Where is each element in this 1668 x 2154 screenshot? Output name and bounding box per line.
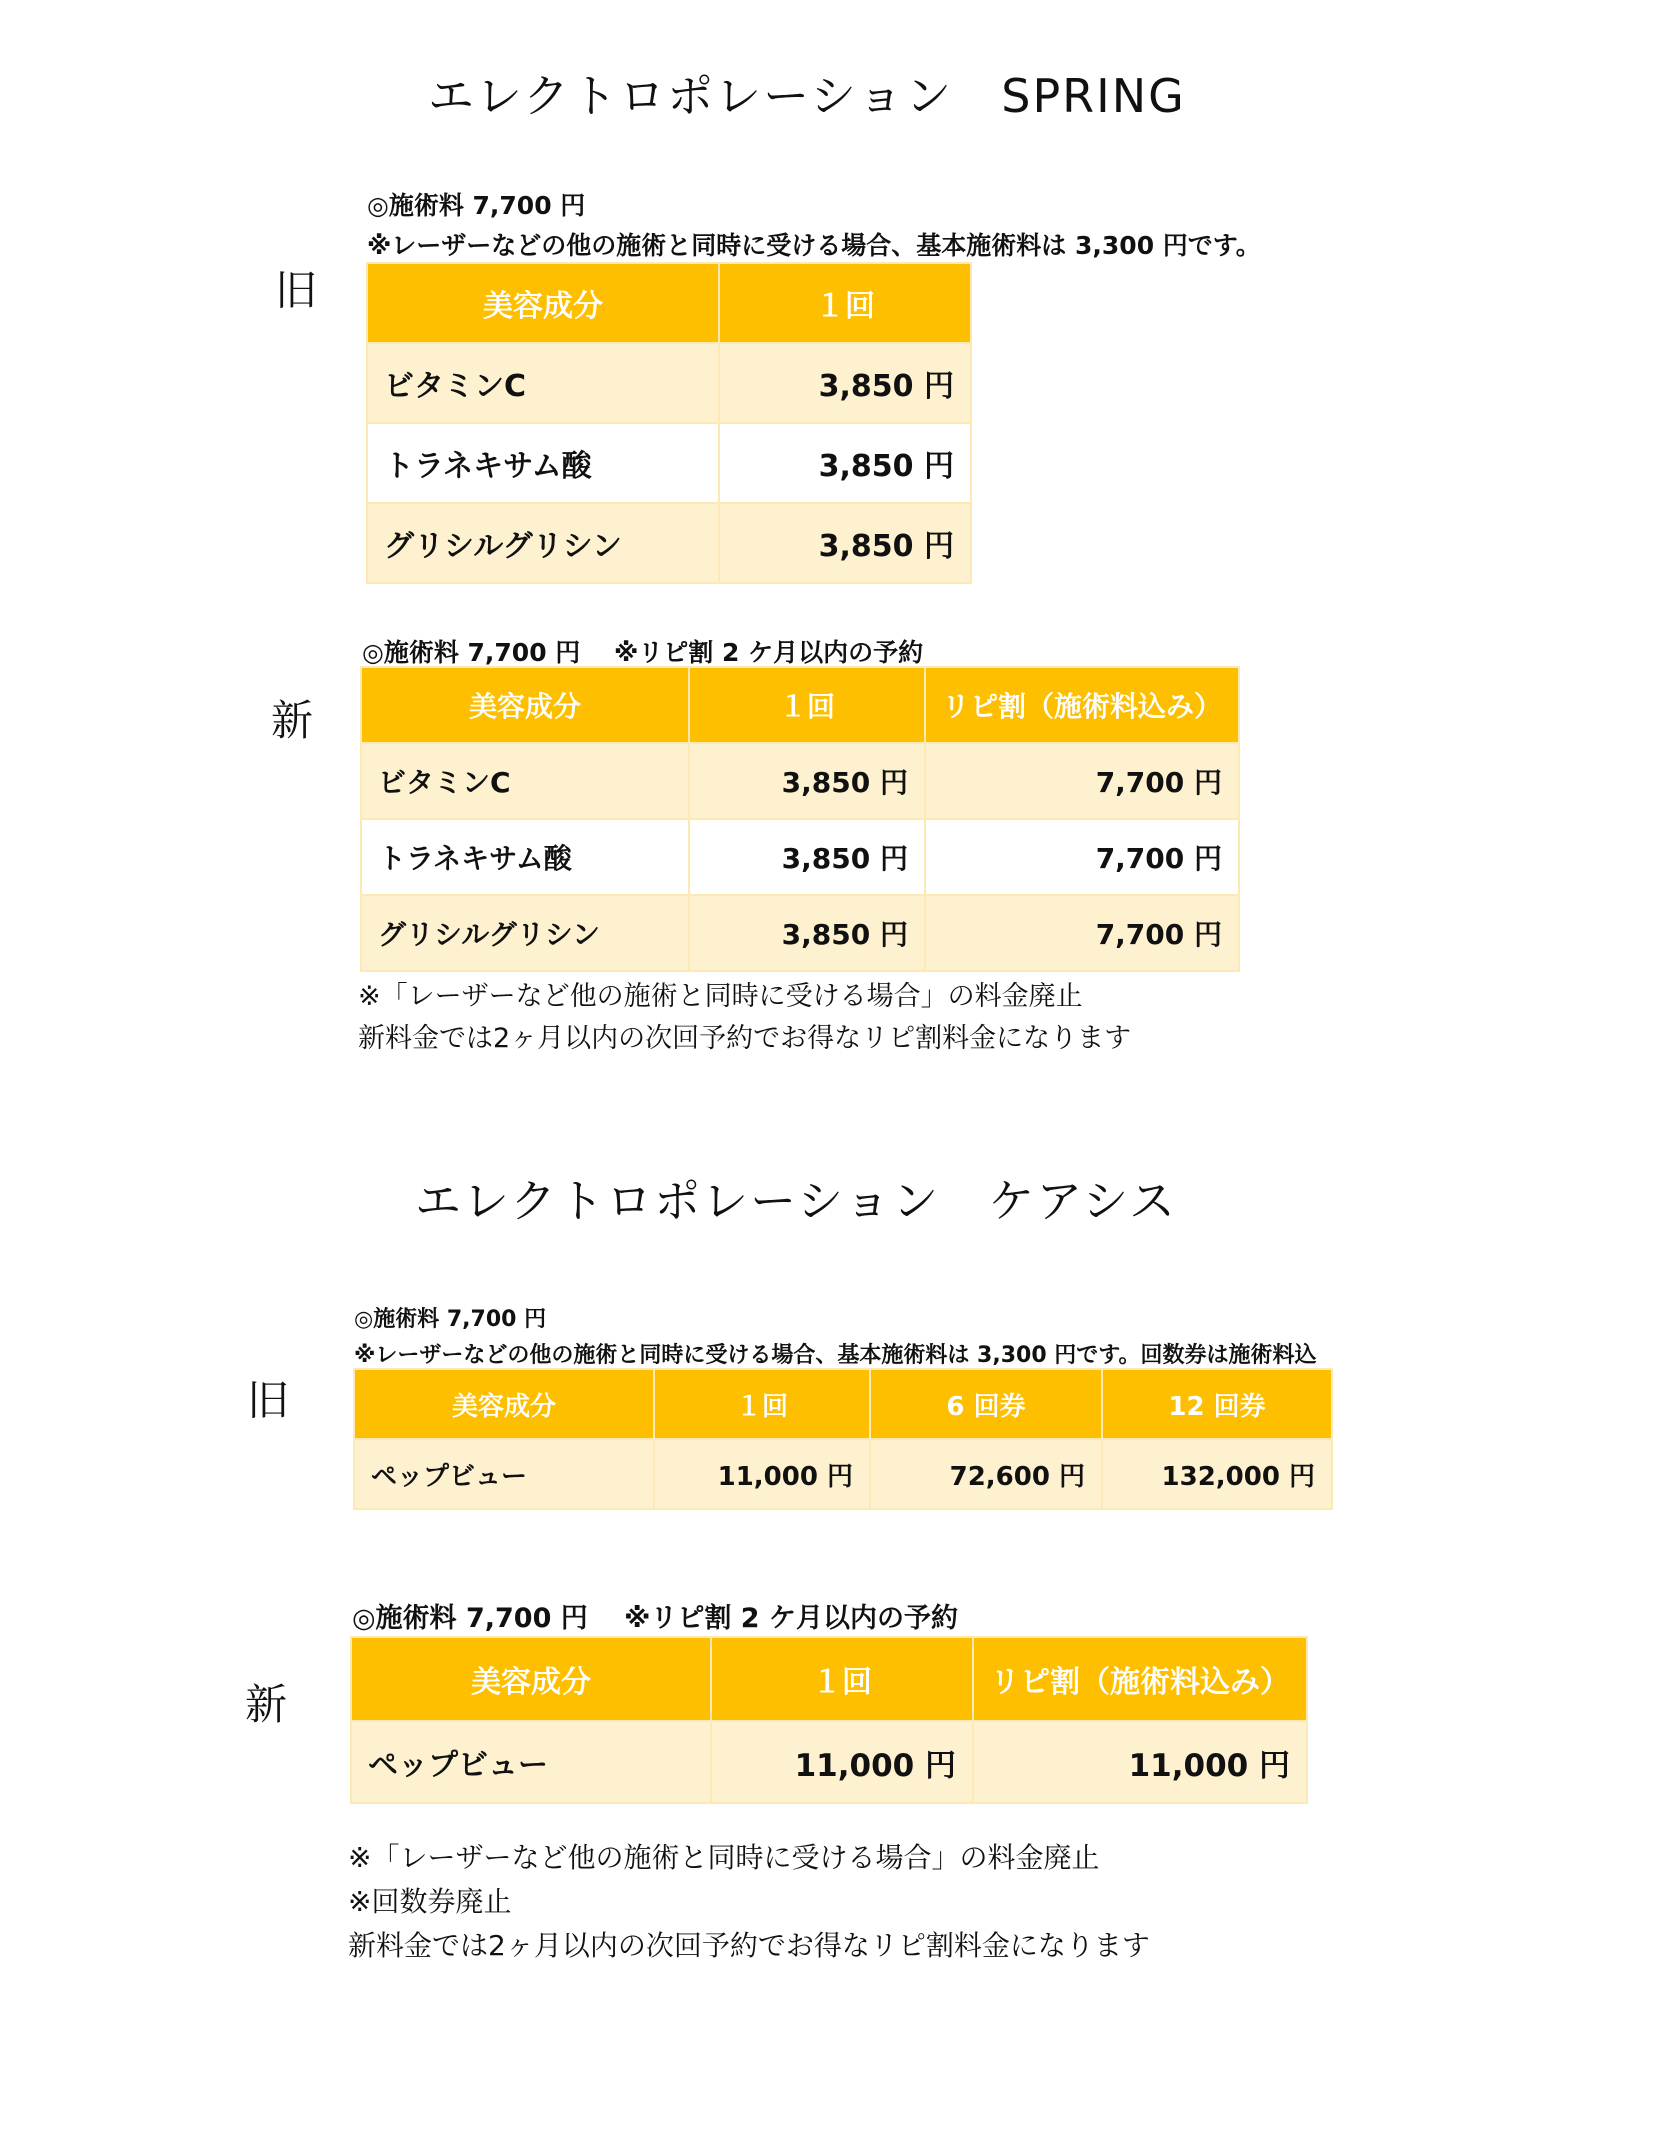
col-repeat-header: リピ割（施術料込み） (925, 667, 1239, 743)
ingredient-name: グリシルグリシン (361, 895, 689, 971)
col-single-header: １回 (719, 263, 971, 343)
careasis-old-tag: 旧 (247, 1376, 290, 1425)
table-row (361, 895, 1239, 971)
col-ingredient-header: 美容成分 (354, 1369, 654, 1439)
spring-old-combined-note: ※レーザーなどの他の施術と同時に受ける場合、基本施術料は 3,300 円です。 (367, 231, 1261, 260)
careasis-footnotes (348, 1836, 1150, 1968)
ingredient-name: ビタミンC (367, 343, 719, 423)
footnote-line: 新料金では2ヶ月以内の次回予約でお得なリピ割料金になります (348, 1929, 1150, 1962)
repeat-price: 7,700 円 (925, 895, 1239, 971)
repeat-price: 11,000 円 (973, 1721, 1307, 1803)
footnote-line: ※回数券廃止 (348, 1885, 512, 1918)
col-single-header: １回 (654, 1369, 870, 1439)
spring-section-title: エレクトロポレーション SPRING (428, 69, 1186, 123)
careasis-new-tag: 新 (245, 1680, 288, 1729)
table-row (367, 503, 971, 583)
spring-footnotes (358, 976, 1131, 1060)
ingredient-name: ビタミンC (361, 743, 689, 819)
col-six-ticket-header: 6 回券 (870, 1369, 1102, 1439)
careasis-old-fee-note: ◎施術料 7,700 円 (354, 1307, 547, 1332)
footnote-line: 新料金では2ヶ月以内の次回予約でお得なリピ割料金になります (358, 1023, 1132, 1054)
col-ingredient-header: 美容成分 (361, 667, 689, 743)
spring-old-fee-note: ◎施術料 7,700 円 (367, 191, 586, 220)
col-repeat-header: リピ割（施術料込み） (973, 1637, 1307, 1721)
single-price: 3,850 円 (689, 743, 925, 819)
table-row (367, 343, 971, 423)
single-price: 11,000 円 (711, 1721, 973, 1803)
col-ingredient-header: 美容成分 (367, 263, 719, 343)
single-price: 3,850 円 (719, 503, 971, 583)
single-price: 3,850 円 (689, 895, 925, 971)
ingredient-name: グリシルグリシン (367, 503, 719, 583)
repeat-price: 7,700 円 (925, 819, 1239, 895)
spring-new-fee-note: ◎施術料 7,700 円 ※リピ割 2 ケ月以内の予約 (362, 638, 924, 667)
table-row (354, 1439, 1332, 1509)
spring-old-tag: 旧 (275, 266, 318, 315)
table-header-row (361, 667, 1239, 743)
twelve-ticket-price: 132,000 円 (1102, 1439, 1332, 1509)
table-row (367, 423, 971, 503)
spring-new-tag: 新 (271, 696, 314, 745)
footnote-line: ※「レーザーなど他の施術と同時に受ける場合」の料金廃止 (358, 981, 1083, 1012)
col-twelve-ticket-header: 12 回券 (1102, 1369, 1332, 1439)
single-price: 3,850 円 (689, 819, 925, 895)
spring-old-price-table (366, 262, 972, 584)
table-row (361, 743, 1239, 819)
careasis-old-combined-note: ※レーザーなどの他の施術と同時に受ける場合、基本施術料は 3,300 円です。回数券は施術料込 (354, 1343, 1317, 1368)
single-price: 3,850 円 (719, 343, 971, 423)
careasis-new-fee-note: ◎施術料 7,700 円 ※リピ割 2 ケ月以内の予約 (352, 1603, 958, 1634)
col-ingredient-header: 美容成分 (351, 1637, 711, 1721)
table-row (361, 819, 1239, 895)
single-price: 3,850 円 (719, 423, 971, 503)
spring-new-price-table (360, 666, 1240, 972)
careasis-new-price-table (350, 1636, 1308, 1804)
col-single-header: １回 (689, 667, 925, 743)
col-single-header: １回 (711, 1637, 973, 1721)
careasis-section-title: エレクトロポレーション ケアシス (415, 1174, 1178, 1228)
footnote-line: ※「レーザーなど他の施術と同時に受ける場合」の料金廃止 (348, 1841, 1100, 1874)
careasis-old-price-table (353, 1368, 1333, 1510)
table-header-row (354, 1369, 1332, 1439)
ingredient-name: ペップビュー (354, 1439, 654, 1509)
ingredient-name: トラネキサム酸 (361, 819, 689, 895)
ingredient-name: ペップビュー (351, 1721, 711, 1803)
table-header-row (367, 263, 971, 343)
ingredient-name: トラネキサム酸 (367, 423, 719, 503)
repeat-price: 7,700 円 (925, 743, 1239, 819)
table-header-row (351, 1637, 1307, 1721)
table-row (351, 1721, 1307, 1803)
six-ticket-price: 72,600 円 (870, 1439, 1102, 1509)
single-price: 11,000 円 (654, 1439, 870, 1509)
